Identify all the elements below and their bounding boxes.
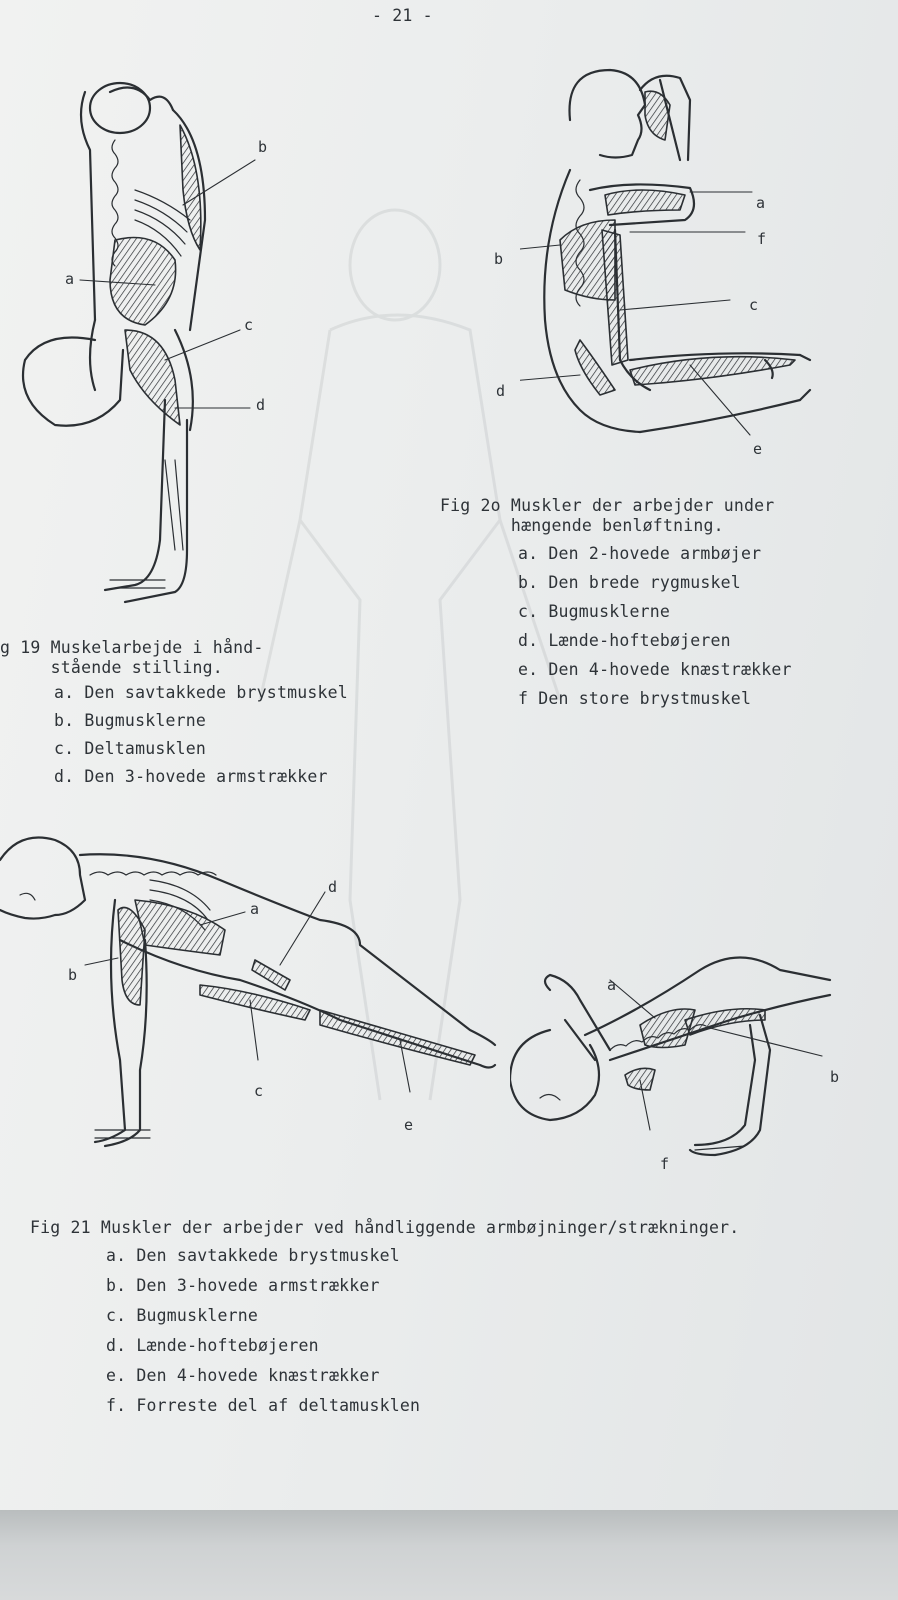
fig20-item-d: d. Lænde-hoftebøjeren xyxy=(518,631,731,650)
fig21-item-f: f. Forreste del af deltamusklen xyxy=(106,1396,421,1415)
fig20-label-c: c xyxy=(749,296,759,314)
fig19-caption-line1: g 19 Muskelarbejde i hånd- xyxy=(0,638,264,657)
fig21-pushup-illustration-left xyxy=(0,830,510,1160)
fig20-label-a: a xyxy=(756,194,766,212)
fig21-item-a: a. Den savtakkede brystmuskel xyxy=(106,1246,400,1265)
page-number: - 21 - xyxy=(372,6,433,25)
fig21-right-label-f: f xyxy=(660,1155,670,1173)
fig20-label-b: b xyxy=(494,250,504,268)
fig21-caption: Fig 21 Muskler der arbejder ved håndliggende armbøjninger/strækninger. xyxy=(30,1218,740,1237)
fig20-label-e: e xyxy=(753,440,763,458)
fig21-left-label-a: a xyxy=(250,900,260,918)
page-edge-shadow xyxy=(0,1510,898,1600)
fig21-right-label-a: a xyxy=(607,976,617,994)
fig20-item-f: f Den store brystmuskel xyxy=(518,689,752,708)
fig20-item-b: b. Den brede rygmuskel xyxy=(518,573,741,592)
fig21-right-label-b: b xyxy=(830,1068,840,1086)
fig19-caption-line2: stående stilling. xyxy=(0,658,223,677)
fig19-label-a: a xyxy=(65,270,75,288)
fig21-pushup-illustration-right xyxy=(510,950,840,1190)
fig19-item-d: d. Den 3-hovede armstrækker xyxy=(54,767,328,786)
fig20-label-f: f xyxy=(757,230,767,248)
fig20-caption-line1: Fig 2o Muskler der arbejder under xyxy=(440,496,775,515)
fig19-label-c: c xyxy=(244,316,254,334)
fig19-handstand-illustration xyxy=(15,80,305,620)
fig20-caption-line2: hængende benløftning. xyxy=(440,516,724,535)
fig21-left-label-c: c xyxy=(254,1082,264,1100)
fig21-left-label-d: d xyxy=(328,878,338,896)
fig21-left-label-e: e xyxy=(404,1116,414,1134)
fig20-item-a: a. Den 2-hovede armbøjer xyxy=(518,544,762,563)
fig21-left-label-b: b xyxy=(68,966,78,984)
fig21-item-e: e. Den 4-hovede knæstrækker xyxy=(106,1366,380,1385)
fig19-item-b: b. Bugmusklerne xyxy=(54,711,207,730)
fig21-item-c: c. Bugmusklerne xyxy=(106,1306,259,1325)
fig20-item-e: e. Den 4-hovede knæstrækker xyxy=(518,660,792,679)
fig19-label-b: b xyxy=(258,138,268,156)
fig20-hanging-leg-raise-illustration xyxy=(520,60,820,460)
fig20-item-c: c. Bugmusklerne xyxy=(518,602,671,621)
fig21-item-b: b. Den 3-hovede armstrækker xyxy=(106,1276,380,1295)
fig21-item-d: d. Lænde-hoftebøjeren xyxy=(106,1336,319,1355)
fig19-item-a: a. Den savtakkede brystmuskel xyxy=(54,683,348,702)
fig19-label-d: d xyxy=(256,396,266,414)
fig20-label-d: d xyxy=(496,382,506,400)
fig19-item-c: c. Deltamusklen xyxy=(54,739,207,758)
